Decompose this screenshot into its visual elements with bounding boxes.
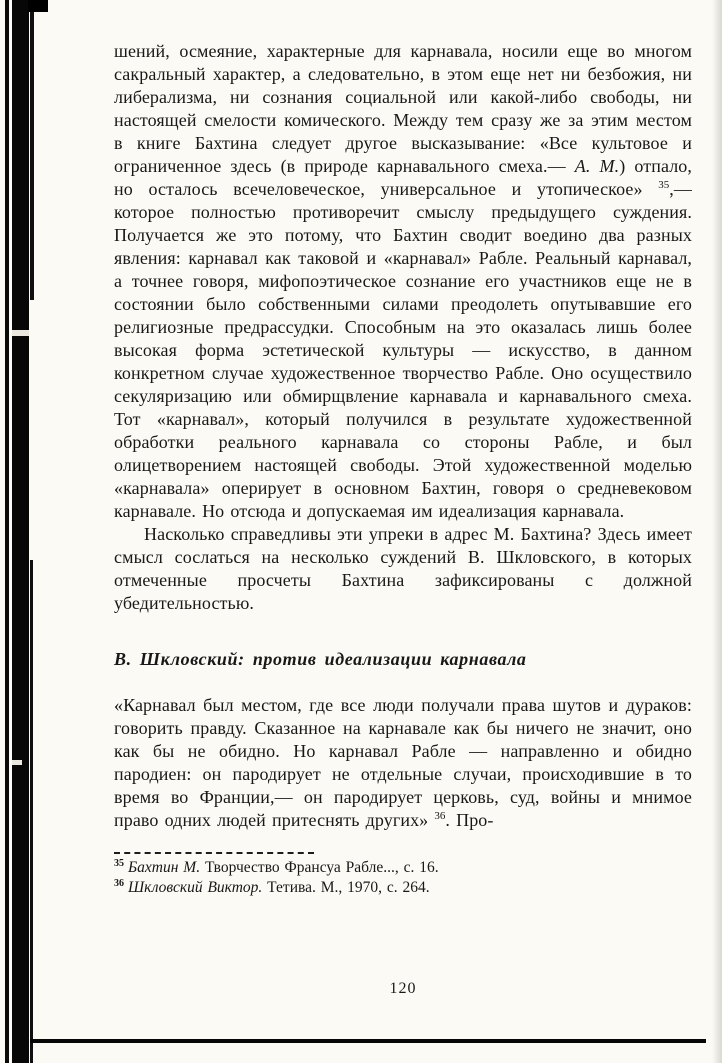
binding-edge-bar: [12, 0, 29, 1063]
text-segment: «Карнавал был местом, где все люди получали права шутов и дураков: говорить правду. Сказанное на карнавале как бы ничего не значит, оно как бы не обидно. Но карнавал Рабле — направленно и обидно пародиен: он пародирует не отдельные случаи, происходившие в то время во Франции,— он пародирует церковь, суд, войны и мнимое право одних людей притеснять других»: [114, 695, 692, 830]
text-segment: А. М.: [574, 156, 620, 176]
footnote-separator: [114, 852, 314, 854]
footnotes: [114, 858, 692, 898]
binding-top-mark: [28, 0, 48, 12]
binding-streak: [12, 760, 22, 765]
footnote-reference: 36: [434, 810, 446, 822]
text-segment: Бахтин М.: [128, 859, 201, 876]
text-segment: Тетива. М., 1970, с. 264.: [262, 879, 430, 896]
text-segment: ) отпало, но осталось всечеловеческое, универсальное и утопическое»: [114, 156, 692, 199]
binding-streak: [12, 330, 29, 336]
footnote-marker: 35: [114, 857, 124, 869]
binding-edge-bar: [30, 560, 33, 1063]
paragraph: [114, 40, 692, 523]
text-segment: Творчество Франсуа Рабле..., с. 16.: [200, 859, 439, 876]
footnote: [114, 878, 692, 898]
section-heading: В. Шкловский: против идеализации карнавала: [114, 649, 527, 669]
text-segment: Шкловский Виктор.: [128, 879, 263, 896]
text-segment: Насколько справедливы эти упреки в адрес М. Бахтина? Здесь имеет смысл сослаться на несколько суждений В. Шкловского, в которых отмеченные просчеты Бахтина зафиксированы с должной убедительностью.: [114, 524, 692, 613]
page-number: 120: [389, 980, 417, 997]
text-segment: . Про-: [445, 810, 494, 830]
text-segment: шений, осмеяние, характерные для карнавала, носили еще во многом сакральный характер, а следовательно, в этом еще нет ни безбожия, ни либерализма, ни сознания социальной или какой-либо свободы, ни настоящей смелости комического. Между тем сразу же за этим местом в книге Бахтина следует другое высказывание: «Все культовое и ограниченное здесь (в природе карнавального смеха.—: [114, 41, 692, 176]
footnote: [114, 858, 692, 878]
footnote-reference: 35: [658, 179, 670, 191]
paragraph: [114, 694, 692, 832]
text-flow: [114, 40, 692, 832]
right-edge-shade: [712, 0, 722, 1063]
text-segment: ,— которое полностью противоречит смыслу предыдущего суждения. Получается же это потому, что Бахтин сводит воедино два разных явления: карнавал как таковой и «карнавал» Рабле. Реальный карнавал, а точнее говоря, мифопоэтическое сознание его участников еще не в состоянии было собственными силами преодолеть опутывавшие его религиозные предрассудки. Способным на это оказалась лишь более высокая форма эстетической культуры — искусство, в данном конкретном случае художественное творчество Рабле. Оно осуществило секуляризацию или обмирщвление карнавала и карнавального смеха. Тот «карнавал», который получился в результате художественной обработки реального карнавала со стороны Рабле, и был олицетворением настоящей свободы. Этой художественной моделью «карнавала» оперирует в основном Бахтин, говоря о средневековом карнавале. Но отсюда и допускаемая им идеализация карнавала.: [114, 179, 692, 521]
binding-edge-bar: [30, 0, 34, 300]
bottom-scan-line: [30, 1039, 706, 1043]
footnote-marker: 36: [114, 877, 124, 889]
binding-edge-bar: [5, 0, 9, 1063]
paragraph: [114, 523, 692, 615]
text-block: [114, 40, 692, 898]
